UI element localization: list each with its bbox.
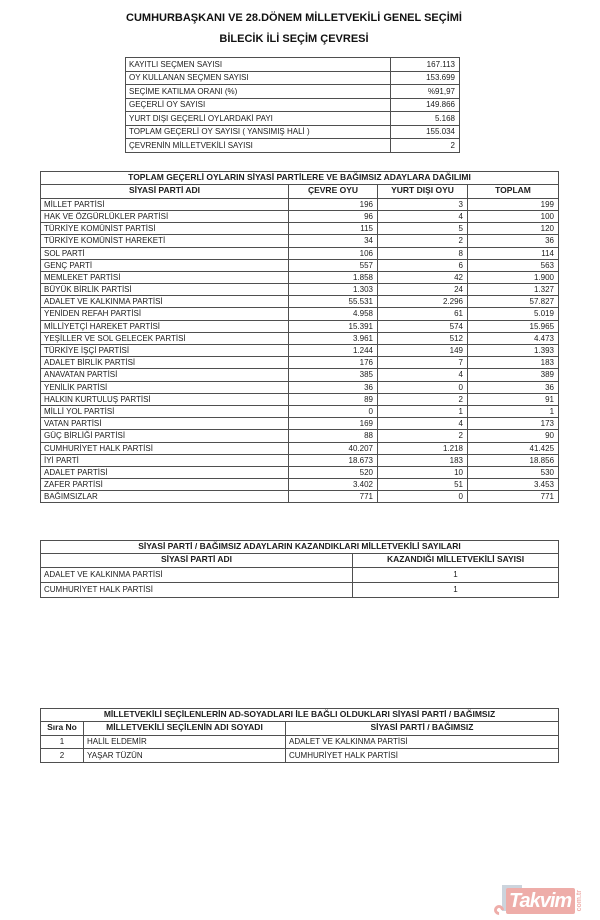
- total-votes-cell: 4.473: [468, 332, 559, 344]
- votes-table-row: [41, 284, 559, 296]
- party-name-cell: VATAN PARTİSİ: [41, 418, 289, 430]
- summary-value: 167.113: [391, 58, 460, 72]
- votes-header-party: SİYASİ PARTİ ADI: [41, 184, 289, 198]
- party-name-cell: ADALET VE KALKINMA PARTİSİ: [41, 296, 289, 308]
- summary-value: 149.866: [391, 98, 460, 112]
- district-votes-cell: 89: [289, 393, 378, 405]
- abroad-votes-cell: 51: [378, 479, 468, 491]
- party-name-cell: MİLLİYETÇİ HAREKET PARTİSİ: [41, 320, 289, 332]
- district-votes-cell: 18.673: [289, 454, 378, 466]
- votes-header-abroad: YURT DIŞI OYU: [378, 184, 468, 198]
- mps-header-index: Sıra No: [41, 721, 84, 735]
- district-votes-cell: 40.207: [289, 442, 378, 454]
- district-votes-cell: 0: [289, 405, 378, 417]
- district-votes-cell: 1.303: [289, 284, 378, 296]
- abroad-votes-cell: 0: [378, 381, 468, 393]
- abroad-votes-cell: 1: [378, 405, 468, 417]
- abroad-votes-cell: 8: [378, 247, 468, 259]
- district-votes-cell: 520: [289, 466, 378, 478]
- votes-table-row: [41, 369, 559, 381]
- district-votes-cell: 96: [289, 210, 378, 222]
- total-votes-cell: 771: [468, 491, 559, 503]
- votes-table-row: [41, 381, 559, 393]
- abroad-votes-cell: 6: [378, 259, 468, 271]
- votes-table-row: [41, 466, 559, 478]
- district-votes-cell: 15.391: [289, 320, 378, 332]
- mps-header-party: SİYASİ PARTİ / BAĞIMSIZ: [286, 721, 559, 735]
- abroad-votes-cell: 24: [378, 284, 468, 296]
- summary-row: [126, 139, 460, 153]
- summary-label: OY KULLANAN SEÇMEN SAYISI: [126, 71, 391, 85]
- page-title: CUMHURBAŞKANI VE 28.DÖNEM MİLLETVEKİLİ GENEL SEÇİMİ: [126, 12, 462, 24]
- votes-table: [40, 171, 559, 503]
- seat-party-cell: CUMHURİYET HALK PARTİSİ: [41, 582, 353, 597]
- party-name-cell: TÜRKİYE KOMÜNİST PARTİSİ: [41, 223, 289, 235]
- summary-row: [126, 112, 460, 126]
- takvim-logo-text: Takvim: [506, 888, 575, 914]
- mps-header-name: MİLLETVEKİLİ SEÇİLENİN ADI SOYADI: [84, 721, 286, 735]
- mp-index-cell: 1: [41, 735, 84, 749]
- total-votes-cell: 173: [468, 418, 559, 430]
- district-votes-cell: 3.961: [289, 332, 378, 344]
- elected-mps-table: [40, 708, 559, 763]
- seats-table-header-row: [41, 553, 559, 567]
- seat-party-cell: ADALET VE KALKINMA PARTİSİ: [41, 567, 353, 582]
- page-subtitle: BİLECİK İLİ SEÇİM ÇEVRESİ: [219, 33, 369, 45]
- seat-count-cell: 1: [353, 582, 559, 597]
- summary-row: [126, 58, 460, 72]
- votes-table-row: [41, 357, 559, 369]
- abroad-votes-cell: 61: [378, 308, 468, 320]
- mps-table-header-row: [41, 721, 559, 735]
- district-votes-cell: 36: [289, 381, 378, 393]
- party-name-cell: GENÇ PARTİ: [41, 259, 289, 271]
- votes-header-total: TOPLAM: [468, 184, 559, 198]
- district-votes-cell: 4.958: [289, 308, 378, 320]
- abroad-votes-cell: 7: [378, 357, 468, 369]
- district-votes-cell: 176: [289, 357, 378, 369]
- mp-name-cell: HALİL ELDEMİR: [84, 735, 286, 749]
- abroad-votes-cell: 149: [378, 345, 468, 357]
- total-votes-cell: 91: [468, 393, 559, 405]
- votes-table-row: [41, 454, 559, 466]
- party-name-cell: HAK VE ÖZGÜRLÜKLER PARTİSİ: [41, 210, 289, 222]
- party-name-cell: CUMHURİYET HALK PARTİSİ: [41, 442, 289, 454]
- party-name-cell: HALKIN KURTULUŞ PARTİSİ: [41, 393, 289, 405]
- district-votes-cell: 3.402: [289, 479, 378, 491]
- total-votes-cell: 36: [468, 381, 559, 393]
- party-name-cell: BAĞIMSIZLAR: [41, 491, 289, 503]
- takvim-watermark: [496, 885, 598, 916]
- votes-table-row: [41, 271, 559, 283]
- party-name-cell: YENİLİK PARTİSİ: [41, 381, 289, 393]
- votes-table-row: [41, 235, 559, 247]
- total-votes-cell: 563: [468, 259, 559, 271]
- summary-value: 155.034: [391, 125, 460, 139]
- total-votes-cell: 183: [468, 357, 559, 369]
- district-votes-cell: 771: [289, 491, 378, 503]
- summary-row: [126, 98, 460, 112]
- votes-table-header-row: [41, 184, 559, 198]
- abroad-votes-cell: 3: [378, 198, 468, 210]
- total-votes-cell: 36: [468, 235, 559, 247]
- votes-table-row: [41, 405, 559, 417]
- votes-table-row: [41, 247, 559, 259]
- seats-table-title: SİYASİ PARTİ / BAĞIMSIZ ADAYLARIN KAZANDIKLARI MİLLETVEKİLİ SAYILARI: [41, 541, 559, 554]
- party-name-cell: ADALET PARTİSİ: [41, 466, 289, 478]
- abroad-votes-cell: 4: [378, 210, 468, 222]
- summary-row: [126, 71, 460, 85]
- summary-label: KAYITLI SEÇMEN SAYISI: [126, 58, 391, 72]
- abroad-votes-cell: 4: [378, 418, 468, 430]
- party-name-cell: TÜRKİYE İŞÇİ PARTİSİ: [41, 345, 289, 357]
- summary-row: [126, 85, 460, 99]
- votes-table-row: [41, 198, 559, 210]
- abroad-votes-cell: 42: [378, 271, 468, 283]
- summary-value: 2: [391, 139, 460, 153]
- total-votes-cell: 1: [468, 405, 559, 417]
- total-votes-cell: 1.393: [468, 345, 559, 357]
- total-votes-cell: 114: [468, 247, 559, 259]
- total-votes-cell: 389: [468, 369, 559, 381]
- seats-header-count: KAZANDIĞI MİLLETVEKİLİ SAYISI: [353, 553, 559, 567]
- summary-label: ÇEVRENİN MİLLETVEKİLİ SAYISI: [126, 139, 391, 153]
- party-name-cell: BÜYÜK BİRLİK PARTİSİ: [41, 284, 289, 296]
- mps-table-row: [41, 749, 559, 763]
- votes-table-row: [41, 223, 559, 235]
- party-name-cell: ZAFER PARTİSİ: [41, 479, 289, 491]
- abroad-votes-cell: 2.296: [378, 296, 468, 308]
- summary-value: 5.168: [391, 112, 460, 126]
- mps-table-title-row: [41, 709, 559, 722]
- district-votes-cell: 385: [289, 369, 378, 381]
- district-votes-cell: 115: [289, 223, 378, 235]
- votes-table-row: [41, 430, 559, 442]
- abroad-votes-cell: 2: [378, 393, 468, 405]
- votes-table-row: [41, 442, 559, 454]
- mp-index-cell: 2: [41, 749, 84, 763]
- district-votes-cell: 88: [289, 430, 378, 442]
- mps-table-row: [41, 735, 559, 749]
- district-votes-cell: 1.244: [289, 345, 378, 357]
- mp-party-cell: CUMHURİYET HALK PARTİSİ: [286, 749, 559, 763]
- seats-table: [40, 540, 559, 598]
- summary-label: SEÇİME KATILMA ORANI (%): [126, 85, 391, 99]
- total-votes-cell: 18.856: [468, 454, 559, 466]
- seat-count-cell: 1: [353, 567, 559, 582]
- total-votes-cell: 1.327: [468, 284, 559, 296]
- summary-label: GEÇERLİ OY SAYISI: [126, 98, 391, 112]
- votes-table-row: [41, 308, 559, 320]
- votes-table-row: [41, 259, 559, 271]
- total-votes-cell: 57.827: [468, 296, 559, 308]
- summary-label: TOPLAM GEÇERLİ OY SAYISI ( YANSIMIŞ HALİ ): [126, 125, 391, 139]
- seats-header-party: SİYASİ PARTİ ADI: [41, 553, 353, 567]
- party-name-cell: YEŞİLLER VE SOL GELECEK PARTİSİ: [41, 332, 289, 344]
- abroad-votes-cell: 5: [378, 223, 468, 235]
- party-name-cell: İYİ PARTİ: [41, 454, 289, 466]
- district-votes-cell: 106: [289, 247, 378, 259]
- party-name-cell: SOL PARTİ: [41, 247, 289, 259]
- total-votes-cell: 90: [468, 430, 559, 442]
- district-votes-cell: 557: [289, 259, 378, 271]
- seats-table-row: [41, 567, 559, 582]
- abroad-votes-cell: 4: [378, 369, 468, 381]
- abroad-votes-cell: 2: [378, 430, 468, 442]
- party-name-cell: GÜÇ BİRLİĞİ PARTİSİ: [41, 430, 289, 442]
- total-votes-cell: 199: [468, 198, 559, 210]
- party-name-cell: ADALET BİRLİK PARTİSİ: [41, 357, 289, 369]
- votes-table-title-row: [41, 172, 559, 185]
- votes-table-row: [41, 393, 559, 405]
- takvim-logo-suffix: com.tr: [576, 889, 584, 912]
- total-votes-cell: 5.019: [468, 308, 559, 320]
- total-votes-cell: 1.900: [468, 271, 559, 283]
- abroad-votes-cell: 183: [378, 454, 468, 466]
- abroad-votes-cell: 574: [378, 320, 468, 332]
- district-votes-cell: 1.858: [289, 271, 378, 283]
- mps-table-title: MİLLETVEKİLİ SEÇİLENLERİN AD-SOYADLARI İLE BAĞLI OLDUKLARI SİYASİ PARTİ / BAĞIMSIZ: [41, 709, 559, 722]
- total-votes-cell: 120: [468, 223, 559, 235]
- votes-table-row: [41, 296, 559, 308]
- party-name-cell: MİLLET PARTİSİ: [41, 198, 289, 210]
- total-votes-cell: 530: [468, 466, 559, 478]
- party-name-cell: MEMLEKET PARTİSİ: [41, 271, 289, 283]
- total-votes-cell: 41.425: [468, 442, 559, 454]
- abroad-votes-cell: 512: [378, 332, 468, 344]
- party-name-cell: TÜRKİYE KOMÜNİST HAREKETİ: [41, 235, 289, 247]
- summary-value: %91,97: [391, 85, 460, 99]
- summary-row: [126, 125, 460, 139]
- votes-table-row: [41, 332, 559, 344]
- mp-party-cell: ADALET VE KALKINMA PARTİSİ: [286, 735, 559, 749]
- total-votes-cell: 3.453: [468, 479, 559, 491]
- votes-table-row: [41, 491, 559, 503]
- total-votes-cell: 100: [468, 210, 559, 222]
- mp-name-cell: YAŞAR TÜZÜN: [84, 749, 286, 763]
- summary-value: 153.699: [391, 71, 460, 85]
- votes-table-row: [41, 345, 559, 357]
- votes-table-row: [41, 320, 559, 332]
- summary-table: [125, 57, 460, 153]
- total-votes-cell: 15.965: [468, 320, 559, 332]
- party-name-cell: ANAVATAN PARTİSİ: [41, 369, 289, 381]
- party-name-cell: MİLLİ YOL PARTİSİ: [41, 405, 289, 417]
- votes-table-title: TOPLAM GEÇERLİ OYLARIN SİYASİ PARTİLERE VE BAĞIMSIZ ADAYLARA DAĞILIMI: [41, 172, 559, 185]
- abroad-votes-cell: 1.218: [378, 442, 468, 454]
- summary-label: YURT DIŞI GEÇERLİ OYLARDAKİ PAYI: [126, 112, 391, 126]
- votes-table-row: [41, 418, 559, 430]
- district-votes-cell: 169: [289, 418, 378, 430]
- district-votes-cell: 196: [289, 198, 378, 210]
- votes-table-row: [41, 479, 559, 491]
- abroad-votes-cell: 0: [378, 491, 468, 503]
- votes-table-row: [41, 210, 559, 222]
- district-votes-cell: 34: [289, 235, 378, 247]
- district-votes-cell: 55.531: [289, 296, 378, 308]
- party-name-cell: YENİDEN REFAH PARTİSİ: [41, 308, 289, 320]
- abroad-votes-cell: 10: [378, 466, 468, 478]
- seats-table-title-row: [41, 541, 559, 554]
- abroad-votes-cell: 2: [378, 235, 468, 247]
- votes-header-district: ÇEVRE OYU: [289, 184, 378, 198]
- seats-table-row: [41, 582, 559, 597]
